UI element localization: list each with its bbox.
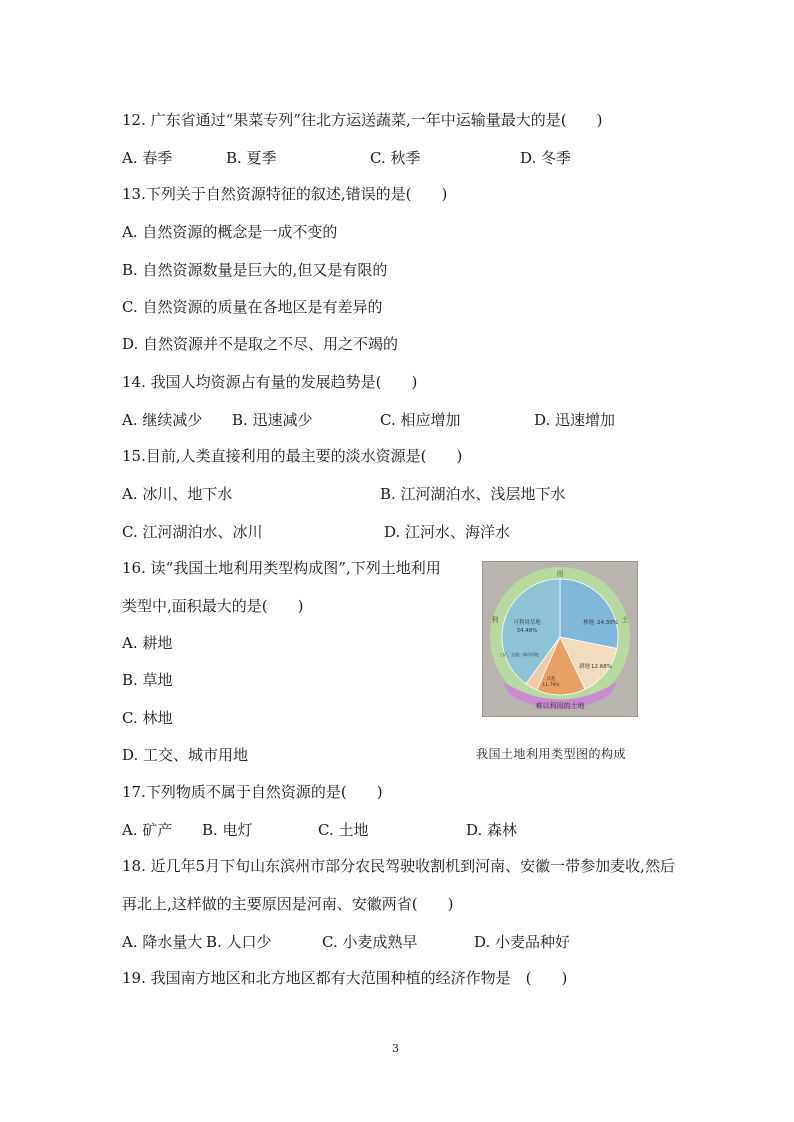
question-17-option-b: B. 电灯 (202, 821, 253, 839)
land-use-pie-chart (483, 562, 637, 716)
question-14-option-d: D. 迅速增加 (534, 411, 616, 429)
slice-value-other: 11.79% (542, 683, 560, 688)
question-13-option-b: B. 自然资源数量是巨大的,但又是有限的 (122, 261, 388, 279)
question-13-option-a: A. 自然资源的概念是一成不变的 (122, 223, 338, 241)
page-number: 3 (392, 1042, 399, 1055)
question-15-option-d: D. 江河水、海洋水 (384, 523, 511, 541)
question-16-option-b: B. 草地 (122, 671, 173, 689)
slice-value-cropland: 12.68% (591, 664, 612, 670)
slice-value-forest: 24.30% (597, 620, 618, 626)
question-15-option-c: C. 江河湖泊水、冰川 (122, 523, 263, 541)
question-14-option-b: B. 迅速减少 (232, 411, 313, 429)
ring-label-left: 利 (491, 616, 499, 624)
question-18-stem-line1: 18. 近几年5月下旬山东滨州市部分农民驾驶收割机到河南、安徽一带参加麦收,然后 (122, 857, 675, 875)
question-12-option-d: D. 冬季 (520, 149, 572, 167)
figure-caption: 我国土地利用类型图的构成 (476, 747, 627, 761)
land-use-pie-figure (482, 561, 638, 717)
ring-label-right: 土 (621, 616, 629, 624)
question-18-stem-line2: 再北上,这样做的主要原因是河南、安徽两省( ) (122, 895, 454, 913)
question-13-option-c: C. 自然资源的质量在各地区是有差异的 (122, 298, 383, 316)
ring-label-bottom: 难以利用的土地 (535, 702, 585, 710)
question-16-stem-line2: 类型中,面积最大的是( ) (122, 597, 304, 615)
question-12-option-c: C. 秋季 (370, 149, 421, 167)
ring-label-top: 用 (556, 570, 564, 578)
question-15-option-a: A. 冰川、地下水 (122, 485, 233, 503)
slice-label-industrial: 工矿、交通、城市用地 (499, 652, 539, 657)
question-19-stem: 19. 我国南方地区和北方地区都有大范围种植的经济作物是 ( ) (122, 969, 568, 987)
question-12-option-b: B. 夏季 (226, 149, 277, 167)
question-16-option-c: C. 林地 (122, 709, 173, 727)
question-14-stem: 14. 我国人均资源占有量的发展趋势是( ) (122, 373, 418, 391)
question-14-option-a: A. 继续减少 (122, 411, 203, 429)
slice-value-grassland: 34.48% (516, 628, 538, 634)
question-17-stem: 17.下列物质不属于自然资源的是( ) (122, 783, 383, 801)
question-15-stem: 15.目前,人类直接利用的最主要的淡水资源是( ) (122, 447, 463, 465)
question-16-option-d: D. 工交、城市用地 (122, 746, 249, 764)
slice-label-other: 其他 (546, 677, 556, 682)
question-16-stem-line1: 16. 读“我国土地利用类型构成图”,下列土地利用 (122, 559, 441, 577)
slice-label-cropland: 耕地 (579, 664, 591, 670)
question-16-option-a: A. 耕地 (122, 634, 173, 652)
question-13-stem: 13.下列关于自然资源特征的叙述,错误的是( ) (122, 185, 448, 203)
question-17-option-d: D. 森林 (466, 821, 518, 839)
question-18-option-d: D. 小麦品种好 (474, 933, 571, 951)
slice-label-grassland: 可利用草地 (513, 620, 541, 626)
slice-label-forest: 林地 (583, 620, 595, 626)
question-17-option-a: A. 矿产 (122, 821, 173, 839)
question-18-option-a: A. 降水量大 (122, 933, 203, 951)
question-12-stem: 12. 广东省通过“果菜专列”往北方运送蔬菜,一年中运输量最大的是( ) (122, 111, 603, 129)
question-18-option-b: B. 人口少 (206, 933, 272, 951)
question-12-option-a: A. 春季 (122, 149, 173, 167)
question-13-option-d: D. 自然资源并不是取之不尽、用之不竭的 (122, 335, 399, 353)
question-15-option-b: B. 江河湖泊水、浅层地下水 (380, 485, 566, 503)
question-18-option-c: C. 小麦成熟早 (322, 933, 418, 951)
question-14-option-c: C. 相应增加 (380, 411, 461, 429)
question-17-option-c: C. 土地 (318, 821, 369, 839)
